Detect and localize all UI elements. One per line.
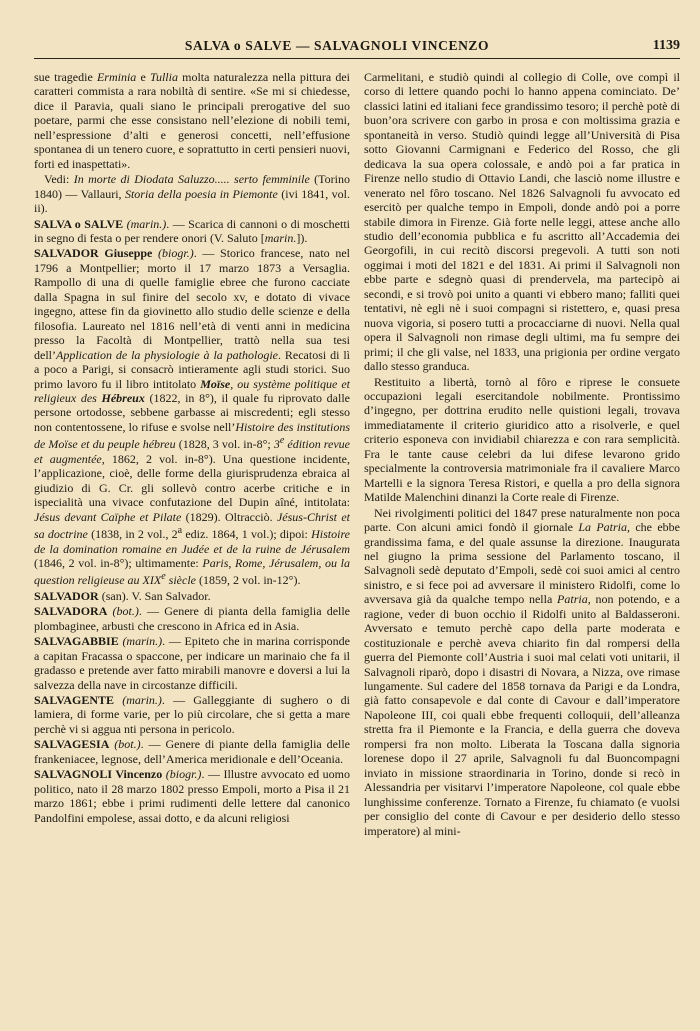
right-column: [364, 70, 680, 1019]
text-columns: [34, 70, 680, 1019]
paragraph: SALVADOR (san). V. San Salvador.: [34, 588, 211, 603]
paragraph: SALVAGABBIE (marin.). — Epiteto che in marina corrisponde a capitan Fracassa o spaccone, per indicare un marinaio che fa il gradasso e pretende aver fatto mirabili manovre e doversi a lui la salvezza della nave in circostanze difficili.: [34, 634, 350, 692]
page-number: 1139: [652, 38, 680, 53]
paragraph: SALVADOR Giuseppe (biogr.). — Storico francese, nato nel 1796 a Montpellier; morto il 17 marzo 1873 a Versaglia. Rampollo di una di quelle famiglie ebree che furono cacciate dalla Spagna in sul finire del secolo xv, e dotato di vivace ingegno, attese fin da giovinetto allo studio delle scienze e della filosofia. Laureato nel 1816 nell’età di venti anni in medicina presso la Facoltà di Montpellier, trattò nella sua tesi dell’Application de la physiologie à la pathologie. Recatosi di lì a poco a Parigi, si consacrò intieramente agli studi storici. Suo primo lavoro fu il libro intitolato Moïse, ou système politique et religieux des Hébreux (1822, in 8°), il quale fu riprovato dalle persone ortodosse, sebbene garbasse ai miscredenti; egli stesso non contentossene, lo rifuse e svolse nell’Histoire des institutions de Moïse et du peuple hébreu (1828, 3 vol. in-8°; 3e édition revue et augmentée, 1862, 2 vol. in-8°). Una questione incidente, l’applicazione, cioè, delle forme della giurisprudenza ebraica al giudizio di G. Cr. gli sollevò contro acerbe critiche e in ispecialità una vivace confutazione del Dupin aîné, intitolata: Jésus devant Caïphe et Pilate (1829). Oltracciò. Jésus-Christ et sa doctrine (1838, in 2 vol., 2$^a$ ediz. 1864, 1 vol.); dipoi: Histoire de la domination romaine en Judée et de la ruine de Jérusalem (1846, 2 vol. in-8°); ultimamente: Paris, Rome, Jérusalem, ou la question religieuse au XIXe siècle (1859, 2 vol. in-12°).: [34, 246, 350, 588]
paragraph: Restituito a libertà, tornò al fôro e riprese le consuete occupazioni legali esercitandole nobilmente. Prontissimo d’ingegno, per dottrina erudito nelle quistioni legali, trovava immediatamente il criterio giuridico atto a risolverle, e quel criterio esponeva con invidiabil chiarezza e con rara semplicità. Fra le tante cause celebri da lui difese levarono grido specialmente la controversia matrimoniale fra il cavaliere Marco Martelli e la signora Teresa Ristori, e quella a pro della signora Matilde Malenchini dinanzi la Corte reale di Firenze.: [364, 374, 680, 505]
paragraph: SALVADORA (bot.). — Genere di pianta della famiglia delle plombaginee, arbusti che crescono in Africa ed in Asia.: [34, 604, 350, 633]
paragraph: sue tragedie Erminia e Tullia molta naturalezza nella pittura dei caratteri commista a rara nobiltà di sentire. «Se mi si chiedesse, dice il Paravia, quali siano le principali prerogative del suo poetare, parmi che esse consistano nell’elezione di nobili temi, nell’espressione d’alti e generosi concetti, nell’effusione spontanea di un tenero cuore, e soprattutto in certi pensieri nuovi, forti ed inaspettati».: [34, 70, 350, 171]
left-column: [34, 70, 350, 1019]
paragraph: SALVAGNOLI Vincenzo (biogr.). — Illustre avvocato ed uomo politico, nato il 28 marzo 1802 presso Empoli, morto a Pisa il 21 marzo 1861; ebbe i primi rudimenti delle lettere dal canonico Pandolfini empolese, assai dotto, e da alcuni religiosi: [34, 767, 350, 825]
paragraph: SALVAGESIA (bot.). — Genere di piante della famiglia delle frankeniacee, legnose, dell’America meridionale e dell’Oceania.: [34, 737, 350, 766]
paragraph: SALVA o SALVE (marin.). — Scarica di cannoni o di moschetti in segno di festa o per rendere onori (V. Saluto [marin.]).: [34, 216, 350, 245]
paragraph: Carmelitani, e studiò quindi al collegio di Colle, ove compì il corso di lettere quando pochi lo hanno appena cominciato. De’ classici latini ed italiani fece grandissimo tesoro; il perchè potè di buon’ora scrivere con garbo in prosa e con moltissima grazia e spontaneità in verso. Studiò quindi legge all’Università di Pisa sotto Giovanni Carmignani e Federico del Rosso, che gli dedicava la sua opera colossale, e andò poi a far pratica in Firenze nello studio di Ottavio Landi, che lasciò nome illustre e venerato nel fôro toscano. Nel 1826 Salvagnoli fu avvocato ed esercitò per qualche tempo in Empoli, donde andò poi a porre stabile dimora in Firenze. Già forte nelle leggi, attese anche allo studio dell’economia pubblica e fu ascritto all’Accademia dei Georgofili, in cui recitò discorsi pregevoli. A tutti son noti oggimai i moti del 1821 e del 1831. Ai primi il Salvagnoli non ebbe parte e sdegnò quasi di prendervela, ma partecipò ai secondi, e si trovò poi unito a quanti vi ebbero mano; falliti quei tentativi, nè egli nè i suoi compagni si ristettero, e, quasi presa nuova vigoria, si posero tutti a procacciarne di nuovi. Nella qual opera il Salvagnoli non rimase degli ultimi, ma fu sempre dei primi; il che gli valse, nel 1833, una prigionia per ordine vergato dallo stesso granduca.: [364, 70, 680, 374]
paragraph: Nei rivolgimenti politici del 1847 prese naturalmente non poca parte. Con alcuni amici fondò il giornale La Patria, che ebbe grandissima fama, e del quale assunse la direzione. Inaugurata nel giugno la prima sessione del Parlamento toscano, il Salvagnoli sedè deputato d’Empoli, sedè coi suoi amici al centro sinistro, e si fece poi ad avversare il ministero Ridolfi, come lo avversava già da qualche tempo nella Patria, non potendo, e a ragione, veder di buon occhio il Ridolfi unito al Baldasseroni. Avversato e temuto perchè capo della parte moderata e costituzionale e perchè aveva chiarito fin dal rompersi della guerra del Piemonte coll’Austria i suoi mal celati voti unitarii, il Salvagnoli riparò, dopo i disastri di Novara, a Nizza, ove rimase lungamente. Sul cadere del 1858 tornava da Parigi e da Londra, già fatto consapevole e dal conte di Cavour e dall’imperatore Napoleone III, coi quali ebbe frequenti colloquii, dell’alleanza stretta fra il Piemonte e la Francia, e della guerra che doveva rompersi fra non molto. Liberata la Toscana dalla signoria lorenese dopo il 27 aprile, Salvagnoli fu dal Buoncompagni inviato in missione straordinaria in Torino, donde si recò in Alessandria per visitarvi l’imperatore Napoleone, col quale ebbe lunghissime conferenze. Tornato a Firenze, fu chiamato (e vuolsi per consiglio del conte di Cavour e per desiderio dello stesso imperatore) al mini-: [364, 505, 680, 838]
paragraph: SALVAGENTE (marin.). — Galleggiante di sughero o di lamiera, di forme varie, per lo più circolare, che si getta a mare perchè vi si aggua nti persona in pericolo.: [34, 693, 350, 736]
paragraph: Vedi: In morte di Diodata Saluzzo..... serto femminile (Torino 1840) — Vallauri, Storia della poesia in Piemonte (ivi 1841, vol. ii).: [34, 172, 350, 216]
running-title: SALVA o SALVE — SALVAGNOLI VINCENZO: [184, 38, 490, 53]
running-header: [34, 36, 680, 59]
